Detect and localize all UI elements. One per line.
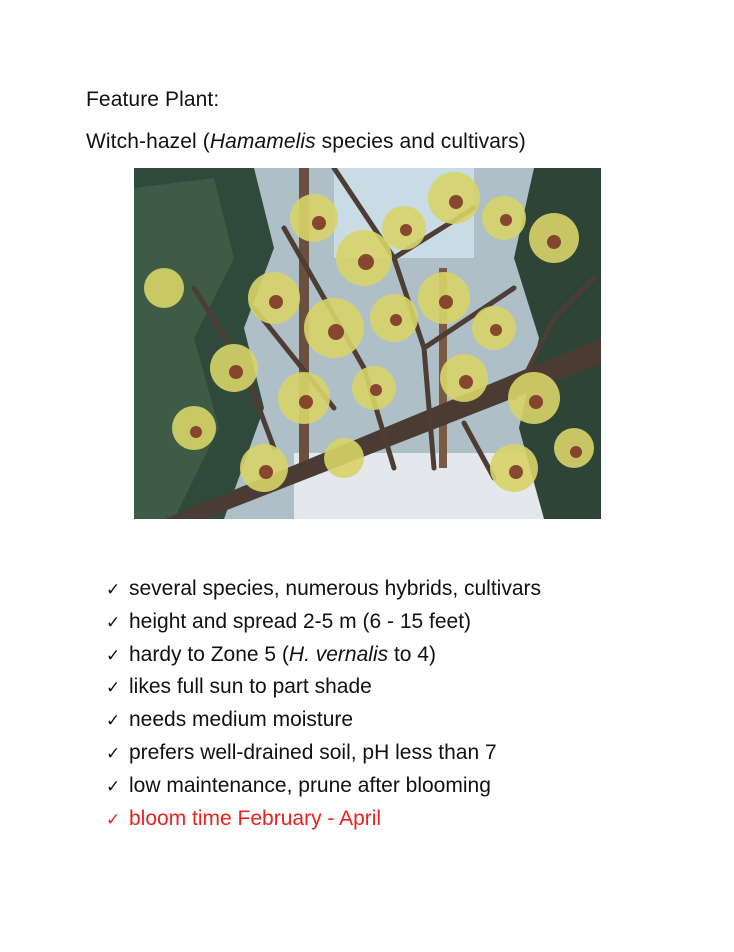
plant-title-genus: Hamamelis [209, 130, 316, 153]
checklist-item [106, 740, 541, 773]
plant-title-prefix: Witch-hazel ( [86, 130, 210, 153]
check-icon: ✓ [106, 645, 121, 666]
checklist-item-text: several species, numerous hybrids, cultivars [129, 577, 542, 600]
plant-title-suffix: species and cultivars) [315, 130, 526, 153]
check-icon: ✓ [106, 743, 121, 764]
hardiness-species: H. vernalis [288, 642, 389, 666]
check-icon: ✓ [106, 580, 121, 600]
checklist-item [106, 674, 541, 707]
checklist-item-text: bloom time February - April [129, 806, 382, 830]
check-icon: ✓ [106, 711, 121, 732]
checklist-item-text: height and spread 2-5 m (6 - 15 feet) [129, 609, 472, 633]
checklist-item [106, 642, 541, 675]
witch-hazel-photo [134, 168, 601, 519]
checklist-item [106, 609, 541, 642]
hardiness-suffix: to 4) [388, 642, 436, 666]
plant-title [86, 130, 526, 154]
checklist-item [106, 773, 541, 806]
checklist-item-text: prefers well-drained soil, pH less than 7 [129, 740, 497, 764]
checklist-item [106, 707, 541, 740]
check-icon: ✓ [106, 776, 121, 797]
check-icon: ✓ [106, 612, 121, 633]
checklist-item-text [129, 643, 436, 666]
checklist-item-text: low maintenance, prune after blooming [129, 773, 491, 797]
check-icon: ✓ [106, 678, 121, 699]
plant-facts-checklist [106, 576, 541, 838]
check-icon: ✓ [106, 809, 121, 830]
hardiness-prefix: hardy to Zone 5 ( [129, 642, 289, 666]
checklist-item-bloom-time [106, 806, 541, 839]
checklist-item-text: likes full sun to part shade [129, 675, 372, 699]
checklist-item-text: needs medium moisture [129, 708, 354, 732]
checklist-item [106, 576, 541, 609]
feature-plant-label: Feature Plant: [86, 88, 220, 111]
